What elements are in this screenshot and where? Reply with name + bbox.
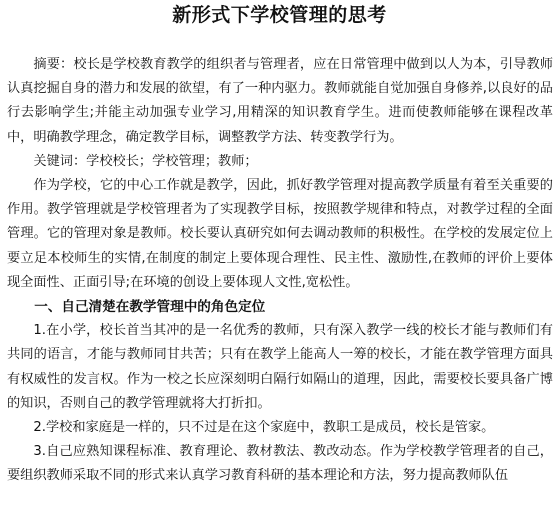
section-heading: 一、自己清楚在教学管理中的角色定位 — [34, 299, 266, 316]
document-title: 新形式下学校管理的思考 — [172, 4, 387, 26]
document-body — [7, 53, 553, 489]
point-paragraph-3: 3.自己应熟知课程标准、教育理论、教材教法、教改动态。作为学校教学管理者的自己，要组织教师采取不同的形式来认真学习教育科研的基本理论和方法，努力提高教师队伍 — [7, 444, 553, 484]
point-paragraph-2: 2.学校和家庭是一样的，只不过是在这个家庭中，教职工是成员，校长是管家。 — [33, 420, 495, 436]
keywords-paragraph: 关键词：学校校长；学校管理；教师； — [33, 153, 258, 169]
intro-paragraph: 作为学校，它的中心工作就是教学，因此，抓好教学管理对提高教学质量有着至关重要的作用。教学管理就是学校管理者为了实现教学目标，按照教学规律和特点，对教学过程的全面管理。它的管理对象是教师。校长要认真研究如何去调动教师的积极性。在学校的发展定位上要立足本校师生的实情,在制度的制定上要体现合理性、民主性、激励性,在教师的评价上要体现全面性、正面引导;在环境的创设上要体现人文性,宽松性。 — [7, 178, 553, 290]
point-paragraph-1: 1.在小学，校长首当其冲的是一名优秀的教师，只有深入教学一线的校长才能与教师们有共同的语言，才能与教师同甘共苦；只有在教学上能高人一筹的校长，才能在教学管理方面具有权威性的发言权。作为一校之长应深刻明白隔行如隔山的道理，因此，需要校长要具备广博的知识，否则自己的教学管理就将大打折扣。 — [7, 323, 553, 411]
abstract-paragraph: 摘要：校长是学校教育教学的组织者与管理者，应在日常管理中做到以人为本，引导教师认真挖掘自身的潜力和发展的欲望，有了一种内驱力。教师就能自觉加强自身修养,以良好的品行去影响学生;并能主动加强专业学习,用精深的知识教育学生。进而使教师能够在课程改革中，明确教学理念，确定教学目标，调整教学方法、转变教学行为。 — [7, 57, 553, 145]
